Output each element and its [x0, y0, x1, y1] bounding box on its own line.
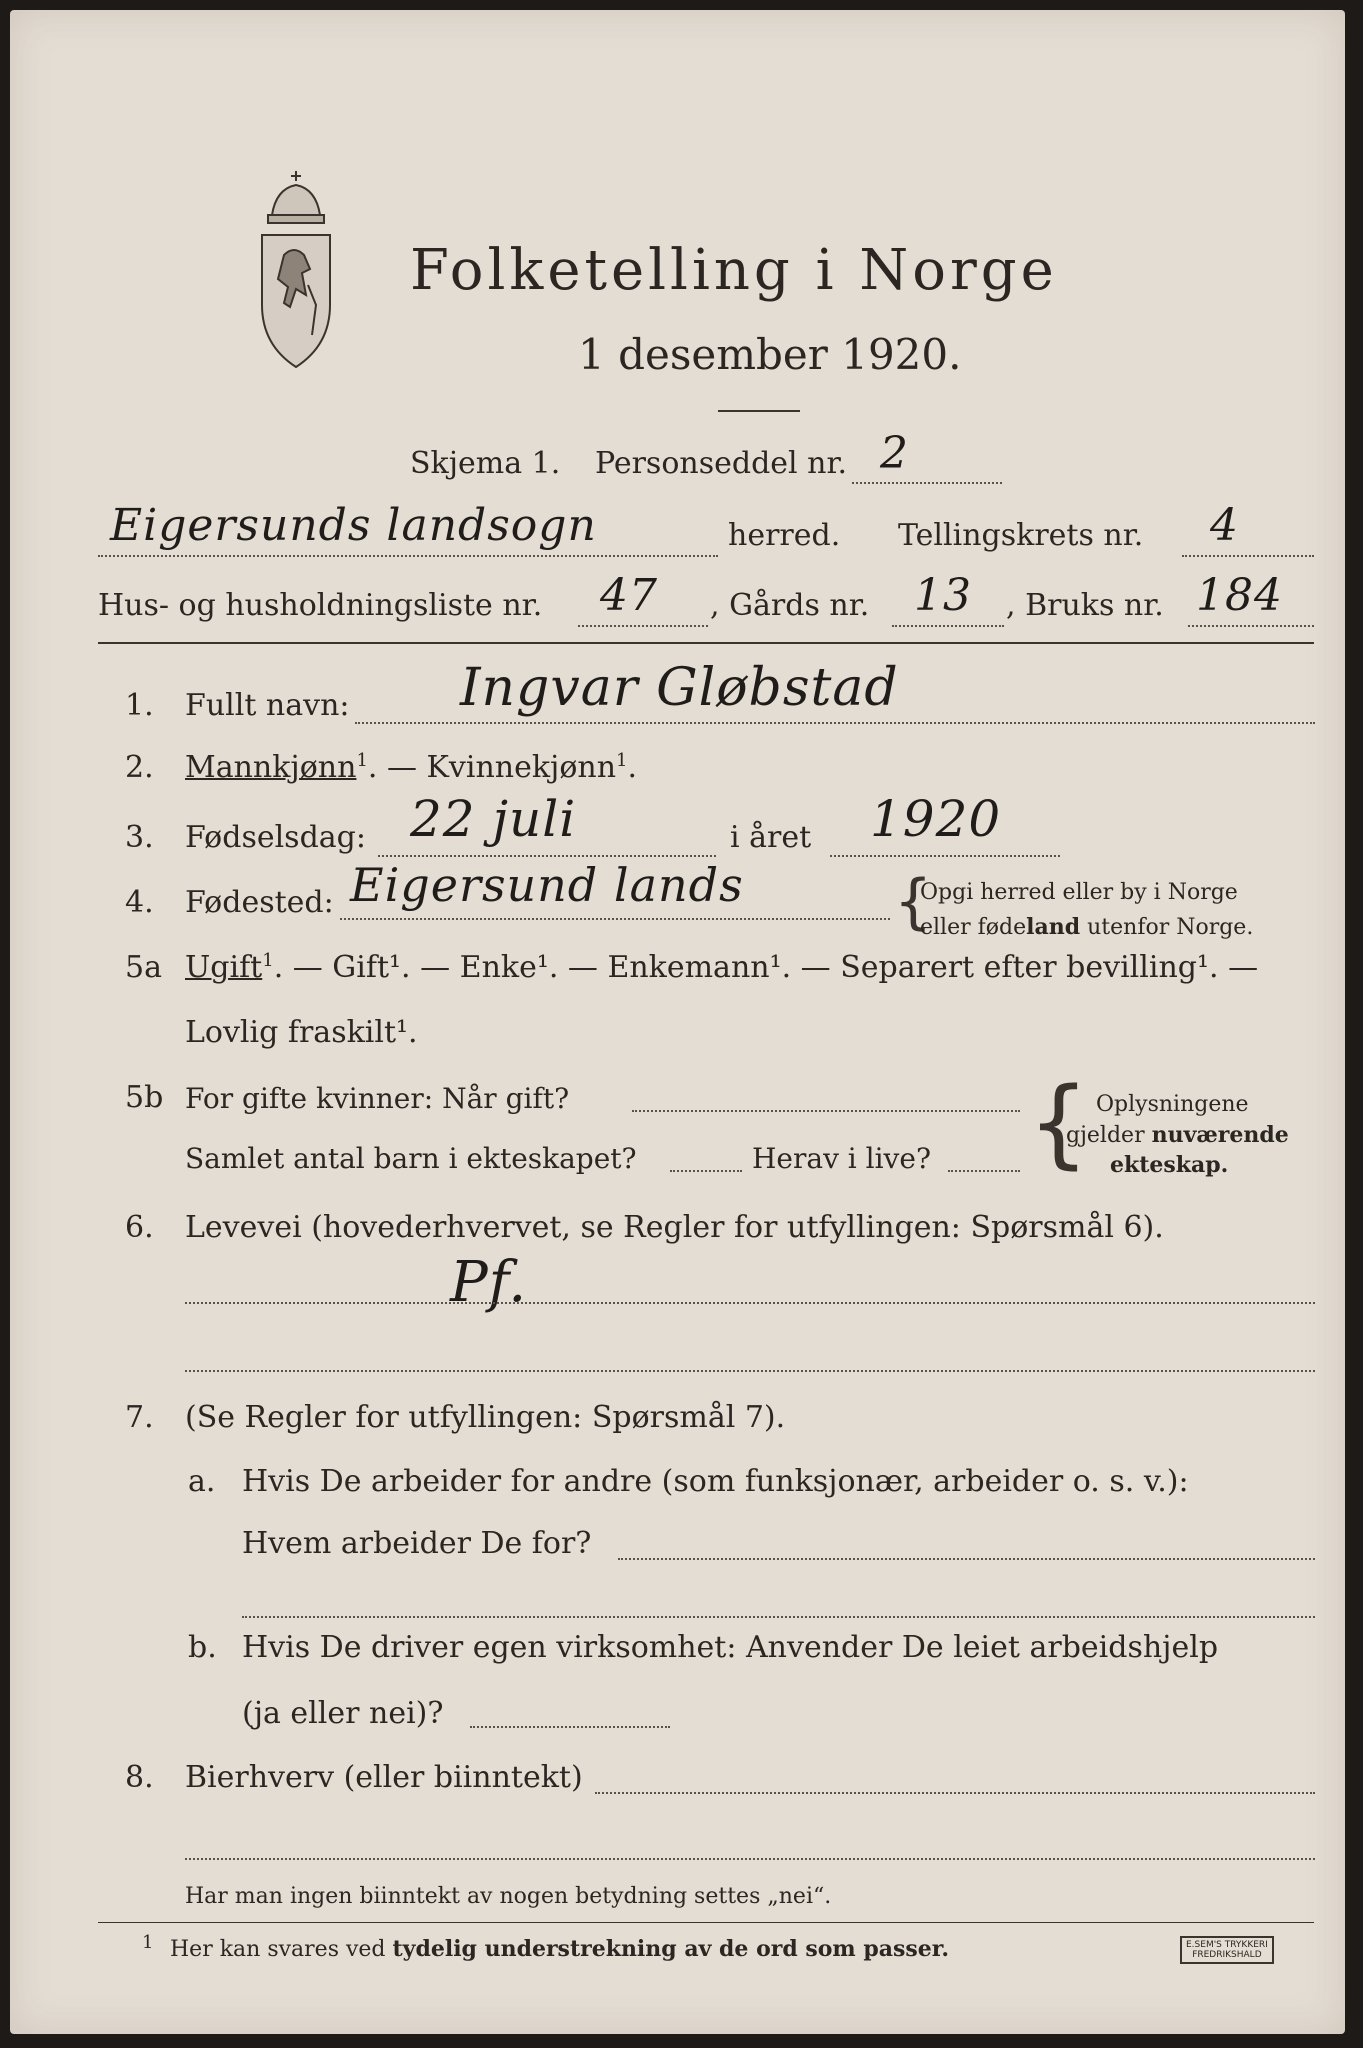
q4-number: 4. [125, 885, 154, 920]
side-income-line-2 [185, 1858, 1315, 1860]
form-title: Folketelling i Norge [410, 238, 1058, 303]
herred-value[interactable]: Eigersunds landsogn [110, 500, 597, 551]
q7b-letter: b. [188, 1630, 217, 1665]
census-form-page [10, 10, 1345, 2034]
q7a-line2: Hvem arbeider De for? [242, 1526, 592, 1561]
personseddel-label: Personseddel nr. [595, 446, 848, 481]
employer-line-1 [618, 1558, 1315, 1560]
q3-number: 3. [125, 820, 154, 855]
occupation-line-2 [185, 1370, 1315, 1372]
gards-value[interactable]: 13 [914, 570, 972, 621]
household-list-label: Hus- og husholdningsliste nr. [98, 588, 543, 623]
occupation-value[interactable]: Pf. [450, 1250, 528, 1315]
q2-number: 2. [125, 750, 154, 785]
household-list-line [578, 625, 708, 627]
q5b-note-line1: Oplysningene [1096, 1092, 1249, 1117]
employer-line-2 [242, 1616, 1315, 1618]
birth-year-label: i året [730, 820, 812, 855]
q1-line [355, 722, 1315, 724]
bruks-label: , Bruks nr. [1006, 588, 1164, 623]
herred-line [98, 555, 718, 557]
q1-label: Fullt navn: [185, 688, 350, 723]
married-when-line [632, 1110, 1020, 1112]
unmarried-option[interactable]: Ugift [185, 950, 263, 985]
q8-note: Har man ingen biinntekt av nogen betydning settes „nei“. [185, 1884, 832, 1909]
occupation-line-1 [185, 1302, 1315, 1304]
q7-label: (Se Regler for utfyllingen: Spørsmål 7). [185, 1400, 786, 1435]
q7a-line1: Hvis De arbeider for andre (som funksjonær, arbeider o. s. v.): [242, 1464, 1189, 1499]
q5b-number: 5b [125, 1080, 164, 1115]
bruks-value[interactable]: 184 [1196, 570, 1283, 621]
side-income-line-1 [595, 1792, 1315, 1794]
birth-year-line [830, 855, 1060, 857]
hired-help-line [470, 1726, 670, 1728]
female-option[interactable]: Kvinnekjønn [426, 750, 617, 785]
schema-label: Skjema 1. [410, 446, 561, 481]
tellingskrets-line [1182, 555, 1314, 557]
q4-brace: { [894, 867, 933, 937]
male-option[interactable]: Mannkjønn [185, 750, 357, 785]
q7a-letter: a. [188, 1464, 216, 1499]
footnote-mark: 1 [142, 1932, 154, 1953]
footnote-text: Her kan svares ved tydelig understrekning av de ord som passer. [170, 1936, 950, 1962]
personseddel-line [852, 482, 1002, 484]
tellingskrets-value[interactable]: 4 [1210, 500, 1239, 551]
q8-number: 8. [125, 1760, 154, 1795]
q6-number: 6. [125, 1210, 154, 1245]
printer-stamp: E.SEM'S TRYKKERI FREDRIKSHALD [1180, 1936, 1274, 1964]
herred-label: herred. [728, 518, 841, 553]
q3-label: Fødselsdag: [185, 820, 366, 855]
tellingskrets-label: Tellingskrets nr. [898, 518, 1144, 553]
personseddel-value[interactable]: 2 [880, 428, 909, 479]
q5b-note-line3: ekteskap. [1110, 1152, 1229, 1178]
children-alive-line [948, 1170, 1020, 1172]
children-total-line [670, 1170, 742, 1172]
q1-number: 1. [125, 688, 154, 723]
full-name-value[interactable]: Ingvar Gløbstad [460, 658, 899, 718]
q4-label: Fødested: [185, 885, 334, 920]
birthplace-value[interactable]: Eigersund lands [350, 858, 744, 912]
divorced-option[interactable]: Lovlig fraskilt¹. [185, 1015, 418, 1050]
q5b-brace: { [1028, 1067, 1090, 1179]
q7b-line1: Hvis De driver egen virksomhet: Anvender De leiet arbeidshjelp [242, 1630, 1219, 1665]
q2-sex-options: Mannkjønn$^1$. — Kvinnekjønn$^1$. [185, 750, 638, 785]
norwegian-coat-of-arms-icon [248, 165, 344, 375]
birthday-line [378, 855, 716, 857]
birthplace-line [340, 918, 890, 920]
q4-note-line1: Opgi herred eller by i Norge [920, 880, 1238, 905]
title-divider [718, 410, 800, 412]
birth-year-value[interactable]: 1920 [870, 790, 1002, 848]
gards-line [892, 625, 1004, 627]
q5a-number: 5a [125, 950, 162, 985]
marital-status-options: Ugift$^1$. — Gift¹. — Enke¹. — Enkemann¹. — Separert efter bevilling¹. — [185, 950, 1259, 985]
children-alive-label: Herav i live? [752, 1142, 931, 1175]
q6-label: Levevei (hovederhvervet, se Regler for utfyllingen: Spørsmål 6). [185, 1210, 1164, 1245]
q4-note-line2: eller fødeland utenfor Norge. [920, 914, 1254, 940]
q7b-line2: (ja eller nei)? [242, 1696, 444, 1731]
q8-label: Bierhverv (eller biinntekt) [185, 1760, 583, 1795]
census-date: 1 desember 1920. [578, 330, 962, 379]
children-total-label: Samlet antal barn i ekteskapet? [185, 1142, 637, 1175]
birthday-value[interactable]: 22 juli [410, 790, 577, 848]
married-women-when: For gifte kvinner: Når gift? [185, 1082, 570, 1115]
header-divider [98, 642, 1314, 644]
footnote-divider [98, 1922, 1314, 1923]
q5b-note-line2: gjelder nuværende [1066, 1122, 1289, 1148]
household-list-value[interactable]: 47 [600, 570, 658, 621]
bruks-line [1188, 625, 1314, 627]
q7-number: 7. [125, 1400, 154, 1435]
gards-label: , Gårds nr. [710, 588, 870, 623]
